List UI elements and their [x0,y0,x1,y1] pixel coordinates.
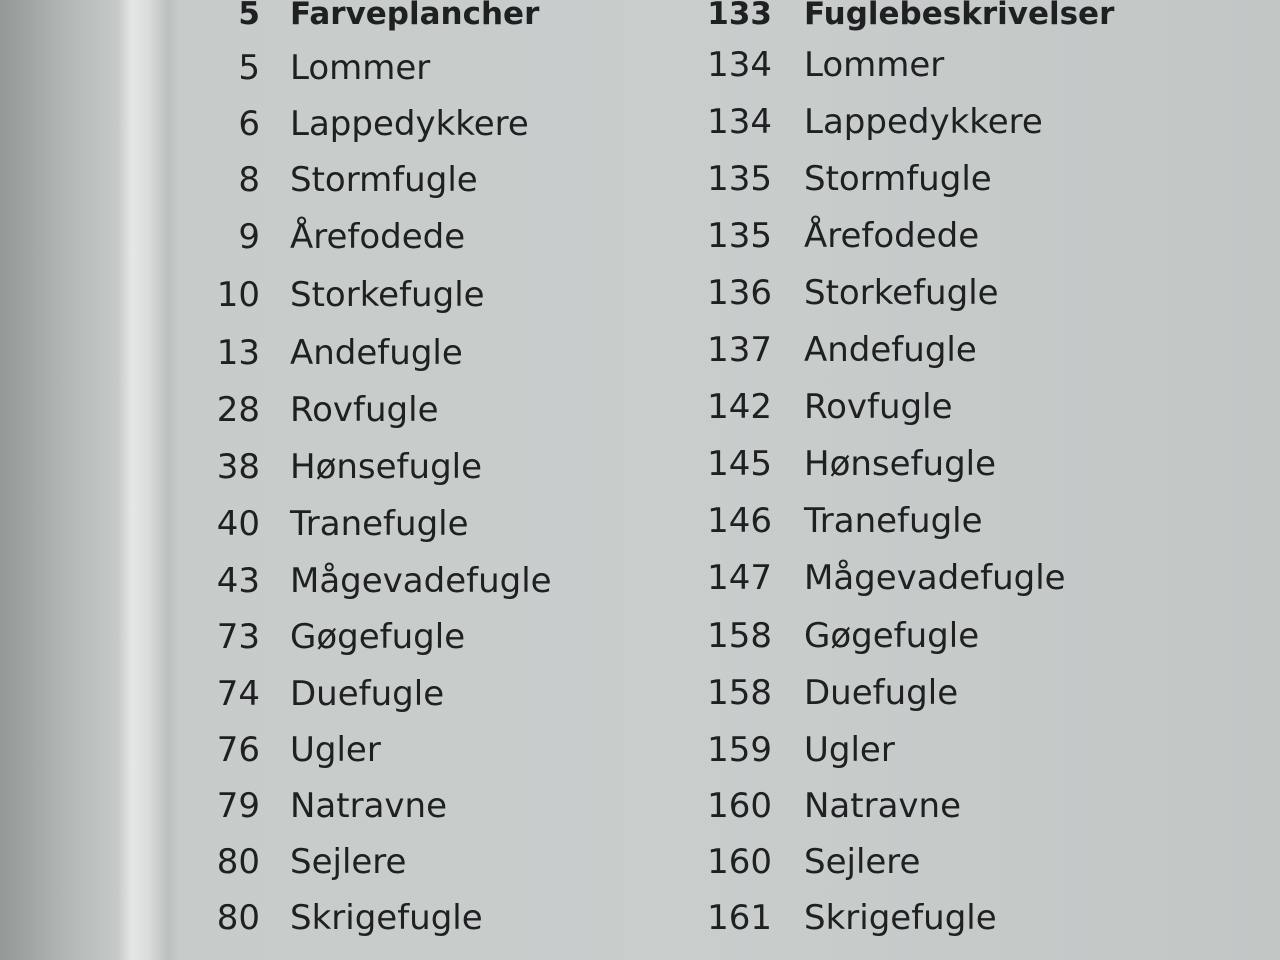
toc-page-number: 10 [216,275,260,315]
toc-entry-label: Ugler [804,730,895,770]
toc-entry-label: Mågevadefugle [804,558,1066,598]
toc-entry-label: Lappedykkere [804,102,1043,142]
toc-entry-label: Lommer [804,45,945,85]
toc-page-number: 158 [707,616,772,656]
toc-page-number: 80 [216,842,260,882]
toc-page-number: 73 [216,617,260,657]
toc-page-number: 161 [707,898,772,938]
toc-entry-label: Natravne [804,786,962,826]
toc-page-number: 5 [238,48,260,88]
toc-page-number: 28 [216,390,260,430]
toc-entry-label: Årefodede [290,217,466,257]
toc-page-number: 160 [707,842,772,882]
toc-page-number: 145 [707,444,772,484]
toc-entry-label: Natravne [290,786,448,826]
toc-left-heading-label: Farveplancher [290,0,540,32]
page-edge-shadow [0,0,120,960]
toc-page-number: 79 [216,786,260,826]
toc-page-number: 43 [216,561,260,601]
toc-page-number: 135 [707,159,772,199]
toc-page-number: 158 [707,673,772,713]
toc-right-heading-page: 133 [707,0,772,32]
toc-entry-label: Sejlere [804,842,921,882]
toc-page-number: 8 [238,160,260,200]
toc-page-number: 13 [216,333,260,373]
toc-page-number: 38 [216,447,260,487]
toc-entry-label: Sejlere [290,842,407,882]
toc-page-number: 136 [707,273,772,313]
toc-entry-label: Ugler [290,730,381,770]
toc-entry-label: Skrigefugle [804,898,997,938]
toc-entry-label: Tranefugle [290,504,469,544]
toc-page-number: 146 [707,501,772,541]
toc-page-number: 160 [707,786,772,826]
toc-entry-label: Lappedykkere [290,104,529,144]
toc-entry-label: Gøgefugle [804,616,980,656]
toc-page-number: 6 [238,104,260,144]
toc-right-heading-label: Fuglebeskrivelser [804,0,1115,32]
toc-page-number: 134 [707,45,772,85]
toc-page-number: 137 [707,330,772,370]
toc-entry-label: Stormfugle [290,160,478,200]
toc-entry-label: Tranefugle [804,501,983,541]
toc-entry-label: Duefugle [804,673,959,713]
toc-entry-label: Rovfugle [290,390,439,430]
toc-entry-label: Lommer [290,48,431,88]
toc-page-number: 80 [216,898,260,938]
toc-page-number: 40 [216,504,260,544]
toc-entry-label: Stormfugle [804,159,992,199]
toc-entry-label: Mågevadefugle [290,561,552,601]
toc-entry-label: Andefugle [290,333,463,373]
toc-entry-label: Hønsefugle [804,444,997,484]
toc-entry-label: Storkefugle [804,273,999,313]
toc-page-number: 147 [707,558,772,598]
toc-entry-label: Andefugle [804,330,977,370]
toc-entry-label: Gøgefugle [290,617,466,657]
toc-page-number: 142 [707,387,772,427]
toc-page-number: 9 [238,217,260,257]
toc-page-number: 76 [216,730,260,770]
toc-entry-label: Skrigefugle [290,898,483,938]
toc-page-number: 159 [707,730,772,770]
toc-entry-label: Rovfugle [804,387,953,427]
page-fold [118,0,180,960]
toc-page-number: 74 [216,674,260,714]
toc-entry-label: Årefodede [804,216,980,256]
toc-entry-label: Duefugle [290,674,445,714]
toc-page-number: 134 [707,102,772,142]
toc-entry-label: Storkefugle [290,275,485,315]
toc-entry-label: Hønsefugle [290,447,483,487]
toc-page-number: 135 [707,216,772,256]
toc-left-heading-page: 5 [238,0,260,32]
